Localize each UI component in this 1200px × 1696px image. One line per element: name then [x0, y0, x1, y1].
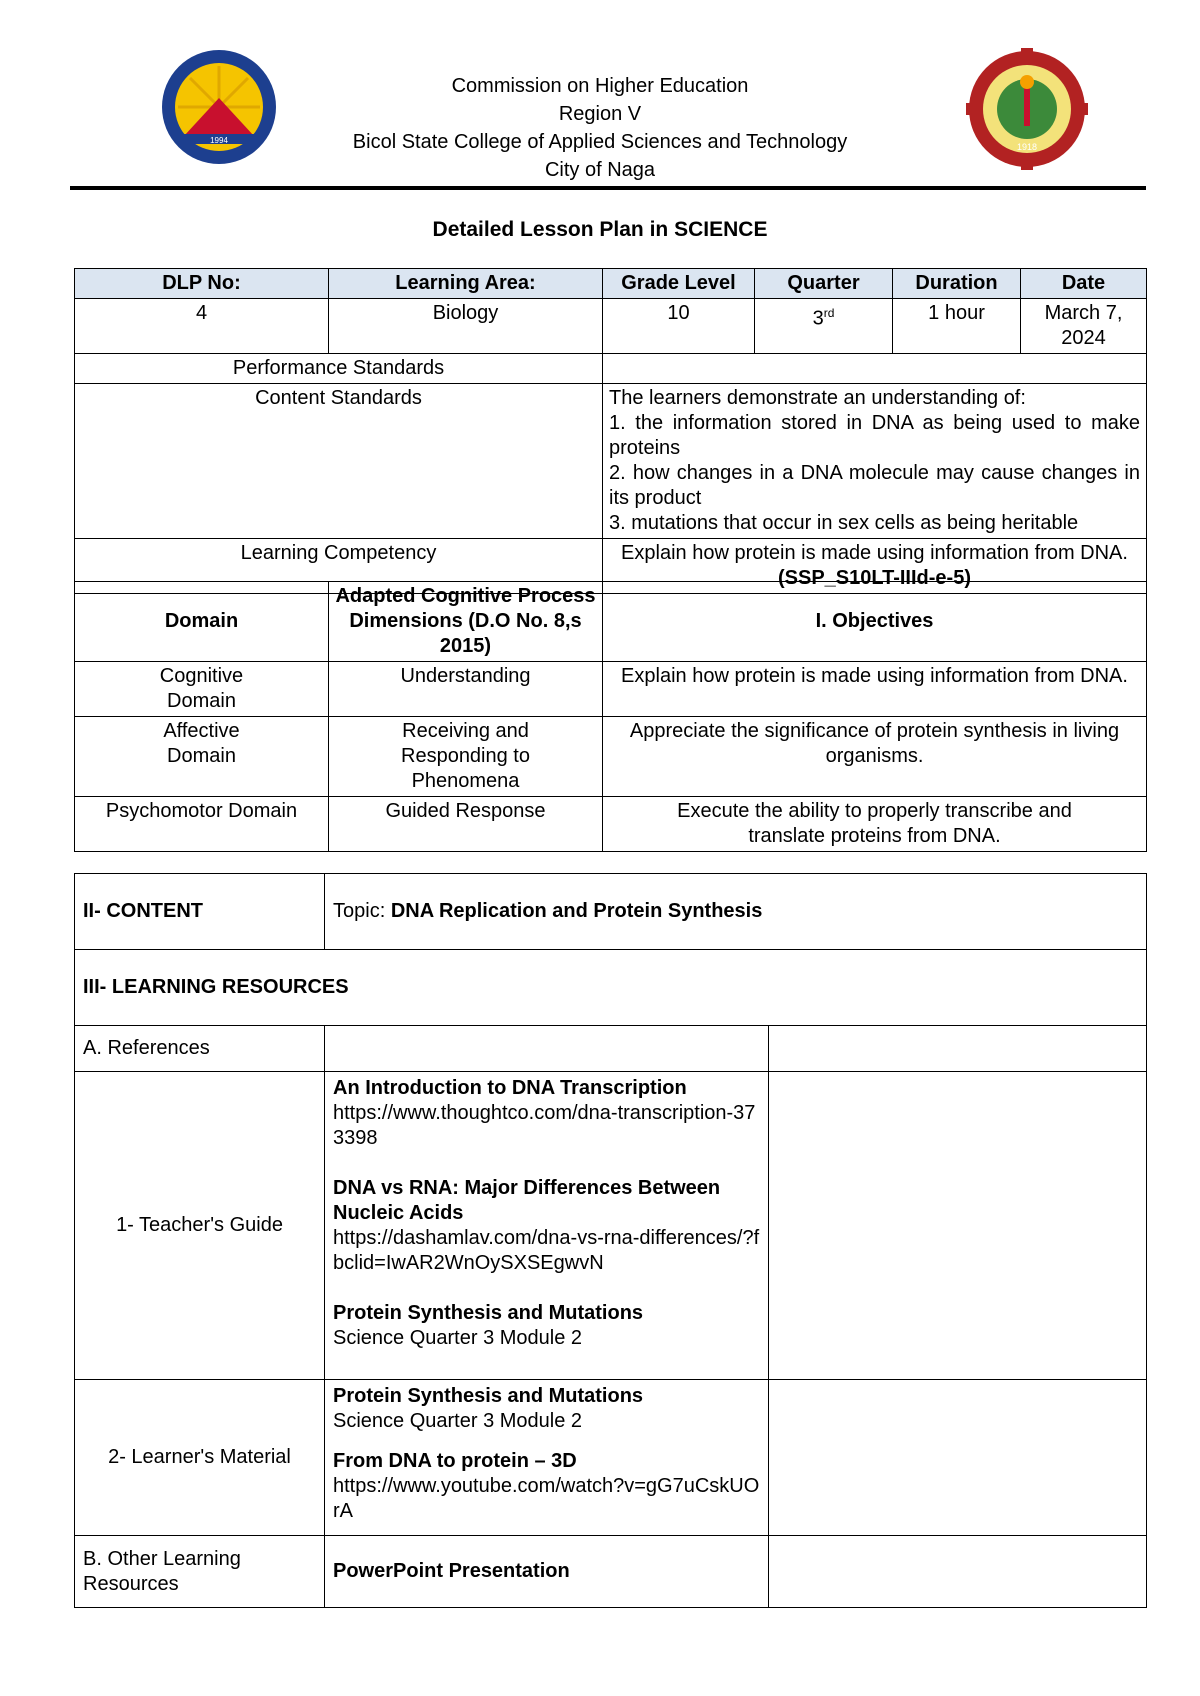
header-divider [70, 186, 1146, 190]
info-header-row [75, 269, 1147, 299]
objective-text: Execute the ability to properly transcribe and translate proteins from DNA. [677, 800, 1072, 847]
college-seal-logo [966, 48, 1088, 170]
content-standard-item: 3. mutations that occur in sex cells as being heritable [609, 512, 1079, 534]
learning-resources-row [75, 950, 1147, 1026]
header-line-3: Bicol State College of Applied Sciences and Technology [352, 131, 848, 153]
objective-cell [603, 797, 1147, 852]
header-line-1: Commission on Higher Education [451, 75, 749, 97]
competency-code: (SSP_S10LT-IIId-e-5) [777, 567, 971, 589]
learning-area-value: Biology [329, 299, 603, 354]
domain-text: Cognitive Domain [159, 665, 244, 712]
performance-standards-row [75, 354, 1147, 384]
ched-seal-icon [160, 48, 278, 166]
content-standards-label: Content Standards [75, 384, 603, 539]
other-resources-empty-cell [769, 1536, 1147, 1608]
learning-competency-label: Learning Competency [75, 539, 603, 594]
teachers-guide-row [75, 1072, 1147, 1380]
ched-seal-year: 1994 [210, 136, 228, 145]
objective-row [75, 717, 1147, 797]
header-learning-area: Learning Area: [329, 269, 603, 299]
material-title: From DNA to protein – 3D [333, 1450, 577, 1472]
teachers-guide-label: 1- Teacher's Guide [75, 1072, 325, 1380]
document-title: Detailed Lesson Plan in SCIENCE [432, 218, 768, 241]
header-line-4: City of Naga [544, 159, 656, 181]
reference-title: Protein Synthesis and Mutations [333, 1302, 644, 1324]
competency-text: Explain how protein is made using information from DNA. [621, 542, 1128, 564]
quarter-suffix: rd [823, 306, 835, 320]
learners-material-row [75, 1380, 1147, 1536]
content-row [75, 874, 1147, 950]
teachers-guide-cell [325, 1072, 769, 1380]
topic-value: DNA Replication and Protein Synthesis [390, 900, 763, 922]
reference-detail: Science Quarter 3 Module 2 [333, 1327, 583, 1349]
date-value: March 7, 2024 [1021, 299, 1147, 354]
performance-standards-value [603, 354, 1147, 384]
quarter-number: 3 [812, 307, 824, 330]
performance-standards-label: Performance Standards [75, 354, 603, 384]
objectives-header: I. Objectives [603, 582, 1147, 662]
reference-title: An Introduction to DNA Transcription [333, 1077, 687, 1099]
dimension-cell [329, 717, 603, 797]
lesson-plan-table [74, 268, 1147, 594]
ched-seal-logo [160, 48, 278, 166]
learners-material-empty-cell [769, 1380, 1147, 1536]
cognitive-dimension-header: Adapted Cognitive Process Dimensions (D.O No. 8,s 2015) [329, 582, 603, 662]
topic-prefix: Topic: [333, 900, 391, 922]
material-link: https://www.youtube.com/watch?v=gG7uCskUOrA [333, 1475, 760, 1522]
header-line-2: Region V [558, 103, 642, 125]
references-row [75, 1026, 1147, 1072]
content-standards-value [603, 384, 1147, 539]
bisc-cast-seal-icon [966, 48, 1088, 170]
dlp-no-value: 4 [75, 299, 329, 354]
objective-cell: Explain how protein is made using information from DNA. [603, 662, 1147, 717]
domain-cell: Psychomotor Domain [75, 797, 329, 852]
learners-material-label: 2- Learner's Material [75, 1380, 325, 1536]
info-value-row [75, 299, 1147, 354]
college-seal-year: 1918 [1016, 142, 1038, 152]
header-quarter: Quarter [755, 269, 893, 299]
header-duration: Duration [893, 269, 1021, 299]
references-label: A. References [75, 1026, 325, 1072]
domain-text: Affective Domain [163, 720, 240, 767]
header-dlp-no: DLP No: [75, 269, 329, 299]
other-resources-label [75, 1536, 325, 1608]
content-standards-row [75, 384, 1147, 539]
reference-link: https://dashamlav.com/dna-vs-rna-differences/?fbclid=IwAR2WnOySXSEgwvN [333, 1227, 760, 1274]
learners-material-cell [325, 1380, 769, 1536]
content-standard-item: 1. the information stored in DNA as being used to make proteins [609, 412, 1140, 459]
objectives-header-row [75, 582, 1147, 662]
domain-cell [75, 717, 329, 797]
objective-cell: Appreciate the significance of protein synthesis in living organisms. [603, 717, 1147, 797]
objective-row [75, 797, 1147, 852]
dimension-text: Receiving and Responding to Phenomena [401, 720, 530, 792]
domain-cell [75, 662, 329, 717]
grade-level-value: 10 [603, 299, 755, 354]
content-label: II- CONTENT [75, 874, 325, 950]
other-resources-text: B. Other Learning Resources [83, 1547, 241, 1595]
dimension-cell: Guided Response [329, 797, 603, 852]
objective-row [75, 662, 1147, 717]
references-empty-cell-2 [769, 1026, 1147, 1072]
header-date: Date [1021, 269, 1147, 299]
objectives-table [74, 581, 1147, 852]
institution-header [300, 72, 900, 184]
other-resources-value: PowerPoint Presentation [325, 1536, 769, 1608]
other-resources-row [75, 1536, 1147, 1608]
content-standard-item: 2. how changes in a DNA molecule may cause changes in its product [609, 462, 1140, 509]
topic-cell [325, 874, 1147, 950]
reference-title: DNA vs RNA: Major Differences Between Nucleic Acids [333, 1177, 721, 1224]
quarter-value [755, 299, 893, 354]
dimension-cell: Understanding [329, 662, 603, 717]
teachers-guide-empty-cell [769, 1072, 1147, 1380]
header-grade-level: Grade Level [603, 269, 755, 299]
references-empty-cell [325, 1026, 769, 1072]
domain-header: Domain [75, 582, 329, 662]
reference-link: https://www.thoughtco.com/dna-transcription-373398 [333, 1102, 756, 1149]
content-standards-intro: The learners demonstrate an understanding of: [609, 387, 1026, 409]
learning-resources-label: III- LEARNING RESOURCES [75, 950, 1147, 1026]
material-title: Protein Synthesis and Mutations [333, 1385, 644, 1407]
material-detail: Science Quarter 3 Module 2 [333, 1410, 583, 1432]
content-resources-table [74, 873, 1147, 1608]
duration-value: 1 hour [893, 299, 1021, 354]
